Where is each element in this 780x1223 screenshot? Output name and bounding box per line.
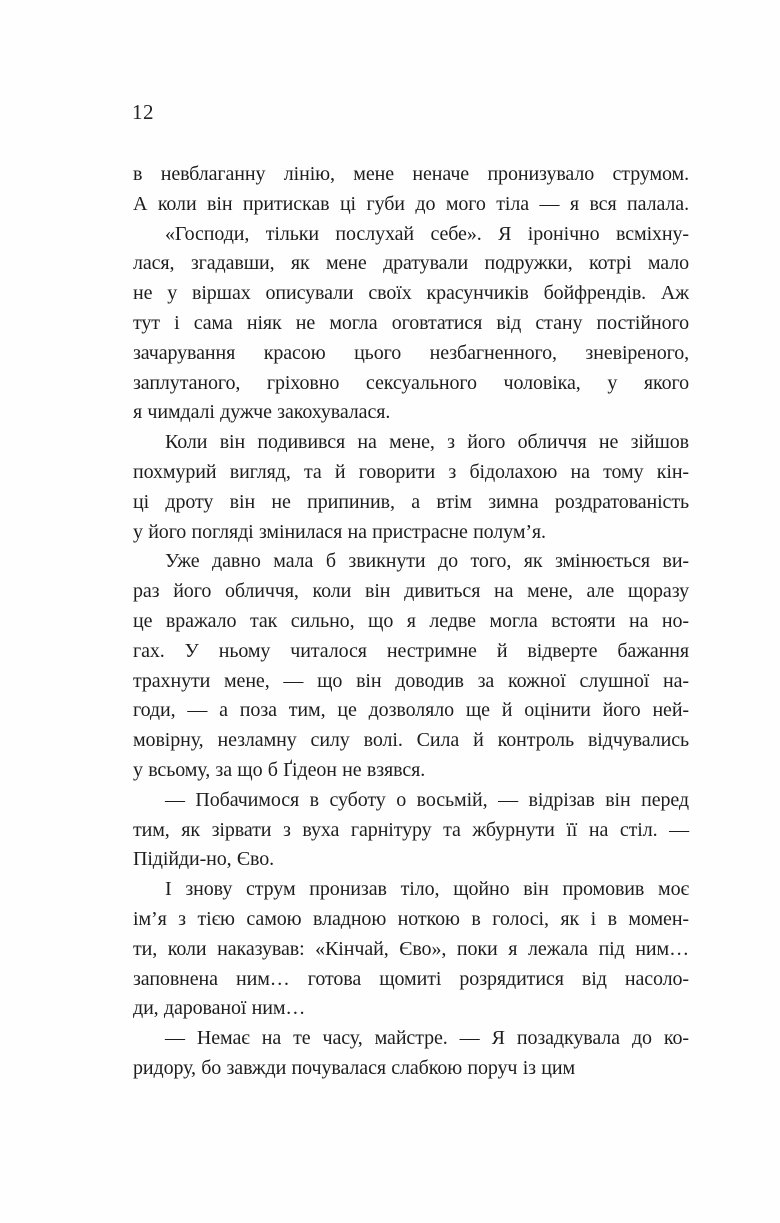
text-line: ридору, бо завжди почувалася слабкою поруч із цим	[133, 1056, 576, 1079]
text-line: ім’я з тією самою владною ноткою в голосі, як і в момен-	[133, 907, 689, 930]
paragraph	[133, 786, 689, 875]
paragraph	[133, 1024, 689, 1084]
text-line: ти, коли наказував: «Кінчай, Єво», поки я лежала під ним…	[133, 937, 689, 960]
text-line: зачарування красою цього незбагненного, зневіреного,	[133, 341, 689, 364]
paragraph	[133, 875, 689, 1024]
page-number: 12	[132, 100, 154, 124]
text-line: гах. У ньому читалося нестримне й відверте бажання	[133, 639, 689, 662]
text-line: А коли він притискав ці губи до мого тіла — я вся палала.	[133, 192, 689, 215]
text-line: — Побачимося в суботу о восьмій, — відрізав він перед	[165, 788, 689, 811]
text-line: заплутаного, гріховно сексуального чоловіка, у якого	[133, 371, 689, 394]
text-line: не у віршах описували своїх красунчиків бойфрендів. Аж	[133, 282, 689, 305]
paragraph	[133, 428, 689, 547]
text-line: мовірну, незламну силу волі. Сила й контроль відчувались	[133, 729, 689, 752]
text-line: я чимдалі дужче закохувалася.	[133, 401, 391, 424]
text-line: тут і сама ніяк не могла оговтатися від стану постійного	[133, 311, 689, 334]
text-line: це вражало так сильно, що я ледве могла встояти на но-	[133, 609, 689, 632]
text-line: ди, дарованої ним…	[133, 997, 306, 1020]
text-line: у всьому, за що б Ґідеон не взявся.	[133, 758, 426, 781]
paragraph	[133, 220, 689, 429]
text-line: Підійди-но, Єво.	[133, 848, 274, 871]
text-line: раз його обличчя, коли він дивиться на мене, але щоразу	[133, 580, 689, 603]
text-line: Уже давно мала б звикнути до того, як змінюється ви-	[165, 550, 689, 573]
text-line: Коли він подивився на мене, з його обличчя не зійшов	[165, 431, 689, 454]
text-line: в невблаганну лінію, мене неначе пронизувало струмом.	[133, 163, 689, 185]
text-line: лася, згадавши, як мене дратували подружки, котрі мало	[133, 252, 689, 275]
text-line: тим, як зірвати з вуха гарнітуру та жбурнути її на стіл. —	[133, 818, 689, 841]
text-block	[133, 160, 689, 1084]
text-line: «Господи, тільки послухай себе». Я іронічно всміхну-	[165, 222, 689, 245]
text-line: заповнена ним… готова щомиті розрядитися від насоло-	[133, 967, 689, 990]
text-line: І знову струм пронизав тіло, щойно він промовив моє	[165, 878, 689, 901]
paragraph	[133, 547, 689, 785]
text-line: трахнути мене, — що він доводив за кожної слушної на-	[133, 669, 689, 692]
text-line: — Немає на те часу, майстре. — Я позадкувала до ко-	[165, 1027, 689, 1050]
text-line: ці дроту він не припинив, а втім зимна роздратованість	[133, 490, 689, 513]
text-line: похмурий вигляд, та й говорити з бідолахою на тому кін-	[133, 460, 689, 483]
text-line: у його погляді змінилася на пристрасне полум’я.	[133, 520, 546, 543]
paragraph	[133, 160, 689, 220]
text-line: годи, — а поза тим, це дозволяло ще й оцінити його ней-	[133, 699, 689, 722]
